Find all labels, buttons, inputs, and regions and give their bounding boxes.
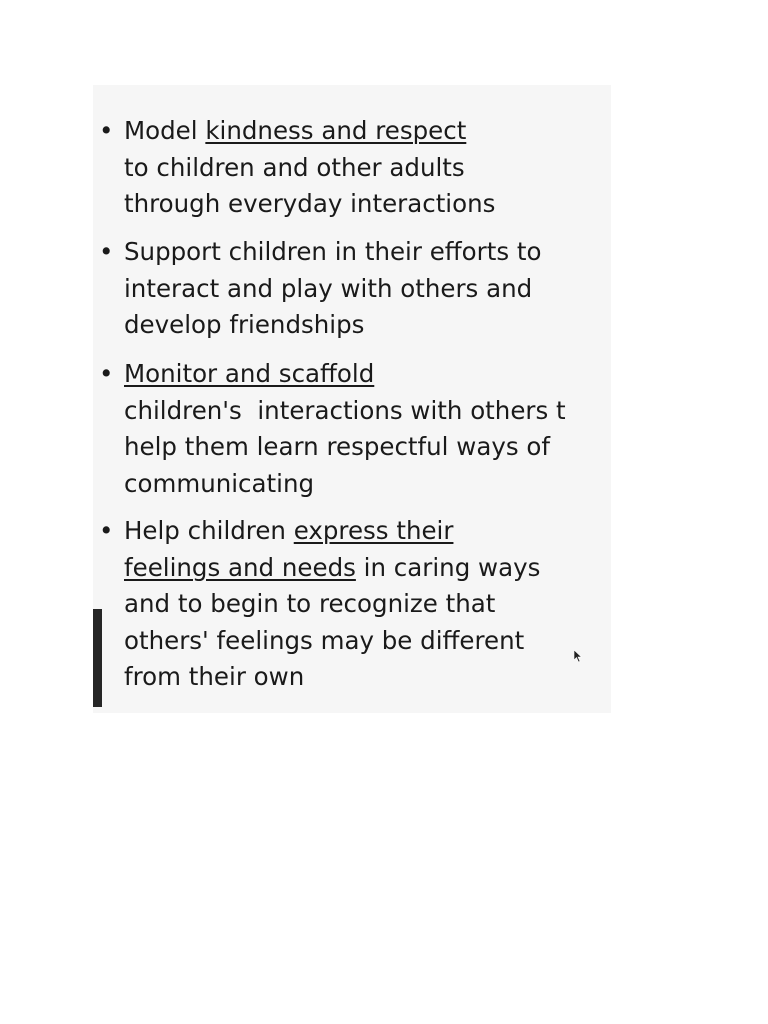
- text-span: children's interactions with others t: [124, 395, 566, 425]
- text-span: and to begin to recognize that: [124, 589, 496, 618]
- bullet-item: [99, 513, 611, 696]
- text-span: communicating: [124, 468, 315, 498]
- bullet-item: [99, 356, 611, 502]
- bullet-line: [99, 307, 611, 344]
- bullet-line: [99, 659, 611, 696]
- bullet-line: [99, 513, 611, 550]
- bullet-item: [99, 234, 611, 344]
- bullet-line: [99, 113, 611, 150]
- text-span: others' feelings may be different: [124, 625, 525, 655]
- text-span: interact and play with others and: [124, 273, 533, 303]
- bullet-line: [99, 150, 611, 187]
- text-span: Model: [124, 116, 206, 145]
- text-span: Help children: [124, 516, 294, 545]
- bullet-line: [99, 550, 611, 587]
- text-span: develop friendships: [124, 310, 365, 339]
- bullet-line: [99, 466, 611, 503]
- text-span: Support children in their efforts to: [124, 237, 542, 266]
- left-edge-bar: [93, 609, 102, 707]
- bullet-line: [99, 393, 611, 430]
- text-span: in caring ways: [355, 552, 541, 582]
- bullet-line: [99, 429, 611, 466]
- text-span: from their own: [124, 662, 305, 691]
- slide: [93, 85, 611, 713]
- text-span: help them learn respectful ways of: [124, 432, 550, 461]
- bullet-line: [99, 586, 611, 623]
- bullet-dot: •: [99, 516, 114, 545]
- bullet-item: [99, 113, 611, 223]
- bullet-line: [99, 186, 611, 223]
- bullet-dot: •: [99, 237, 114, 266]
- underlined-phrase: express their: [293, 516, 454, 545]
- bullet-line: [99, 623, 611, 660]
- text-span: through everyday interactions: [124, 189, 496, 218]
- bullet-line: [99, 356, 611, 393]
- underlined-phrase: kindness and respect: [205, 116, 467, 145]
- mouse-cursor-icon: [574, 650, 582, 662]
- bullet-dot: •: [99, 116, 114, 145]
- text-span: to children and other adults: [124, 152, 465, 182]
- underlined-phrase: Monitor and scaffold: [124, 359, 375, 388]
- bullet-line: [99, 271, 611, 308]
- underlined-phrase: feelings and needs: [124, 552, 356, 582]
- bullet-dot: •: [99, 359, 114, 388]
- bullet-line: [99, 234, 611, 271]
